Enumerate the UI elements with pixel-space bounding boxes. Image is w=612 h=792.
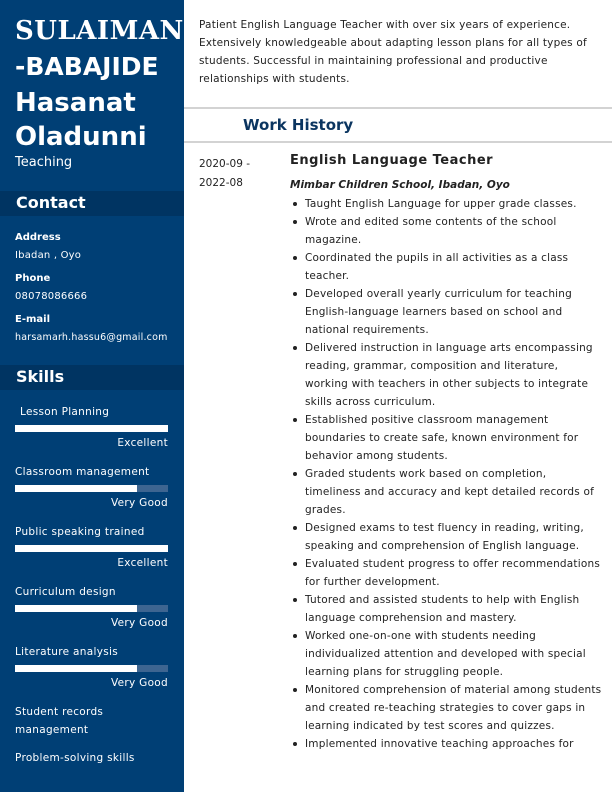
work-history-heading: Work History	[243, 116, 354, 134]
list-item: Implemented innovative teaching approaches for	[290, 735, 602, 753]
address-label: Address	[15, 232, 61, 243]
summary: Patient English Language Teacher with over six years of experience. Extensively knowledgeable about adapting lesson plans for all types of students. Successful in maintaining professional and productive relationships with students.	[199, 19, 587, 85]
list-item: Developed overall yearly curriculum for teaching English-language learners based on school and national requirements.	[290, 285, 602, 339]
list-item: Tutored and assisted students to help with English language comprehension and mastery.	[290, 591, 602, 627]
company: Mimbar Children School, Ibadan, Oyo	[290, 179, 510, 191]
skill-bar-fill	[15, 665, 137, 672]
skills-heading: Skills	[0, 365, 184, 390]
job-title: English Language Teacher	[290, 153, 494, 168]
skill-bar	[15, 425, 168, 432]
phone: 08078086666	[15, 291, 88, 302]
list-item: Coordinated the pupils in all activities as a class teacher.	[290, 249, 602, 285]
name-line: SULAIMAN	[15, 16, 184, 46]
skill-name: Public speaking trained	[15, 526, 145, 538]
list-item: Designed exams to test fluency in reading, writing, speaking and comprehension of English language.	[290, 519, 602, 555]
skill-bar-fill	[15, 425, 168, 432]
skill-name: Lesson Planning	[20, 406, 110, 418]
end-date: 2022-08	[199, 177, 243, 189]
list-item: Evaluated student progress to offer recommendations for further development.	[290, 555, 602, 591]
skill-name: Curriculum design	[15, 586, 116, 598]
skill-bar	[15, 545, 168, 552]
skill-bar-fill	[15, 605, 137, 612]
skill-level: Very Good	[110, 617, 168, 629]
list-item: Monitored comprehension of material among students and created re-teaching strategies to cover gaps in learning indicated by test scores and quizzes.	[290, 681, 602, 735]
name-line: Oladunni	[15, 122, 147, 152]
email-label: E-mail	[15, 314, 51, 325]
list-item: Worked one-on-one with students needing individualized attention and developed with special learning plans for struggling people.	[290, 627, 602, 681]
contact-heading: Contact	[0, 191, 184, 216]
main-content	[184, 0, 612, 792]
skill-level: Very Good	[110, 677, 168, 689]
list-item: Delivered instruction in language arts encompassing reading, grammar, composition and literature, working with teachers in other subjects to integrate skills across curriculum.	[290, 339, 602, 411]
skill-name: Classroom management	[15, 466, 150, 478]
address: Ibadan , Oyo	[15, 250, 82, 261]
skill-bar	[15, 605, 168, 612]
name-line: -BABAJIDE	[15, 52, 159, 81]
list-item: Taught English Language for upper grade classes.	[290, 195, 602, 213]
role: Teaching	[15, 155, 73, 170]
skill-bar	[15, 665, 168, 672]
name-line: Hasanat	[15, 88, 136, 118]
skill-name: Student records management	[15, 706, 104, 736]
sidebar	[0, 0, 184, 792]
job-bullets	[290, 195, 602, 753]
list-item: Wrote and edited some contents of the school magazine.	[290, 213, 602, 249]
list-item: Graded students work based on completion, timeliness and accuracy and kept detailed records of grades.	[290, 465, 602, 519]
phone-label: Phone	[15, 273, 51, 284]
skill-name: Problem-solving skills	[15, 752, 135, 764]
job-dates	[199, 155, 250, 193]
skill-level: Very Good	[110, 497, 168, 509]
skill-level: Excellent	[117, 557, 168, 569]
skill-level: Excellent	[117, 437, 168, 449]
divider	[184, 141, 612, 143]
skill-bar-fill	[15, 485, 137, 492]
list-item: Established positive classroom management boundaries to create safe, known environment for behavior among students.	[290, 411, 602, 465]
divider	[184, 107, 612, 109]
start-date: 2020-09 -	[199, 158, 250, 170]
skill-bar-fill	[15, 545, 168, 552]
skill-bar	[15, 485, 168, 492]
email: harsamarh.hassu6@gmail.com	[15, 332, 168, 343]
skill-name: Literature analysis	[15, 646, 118, 658]
